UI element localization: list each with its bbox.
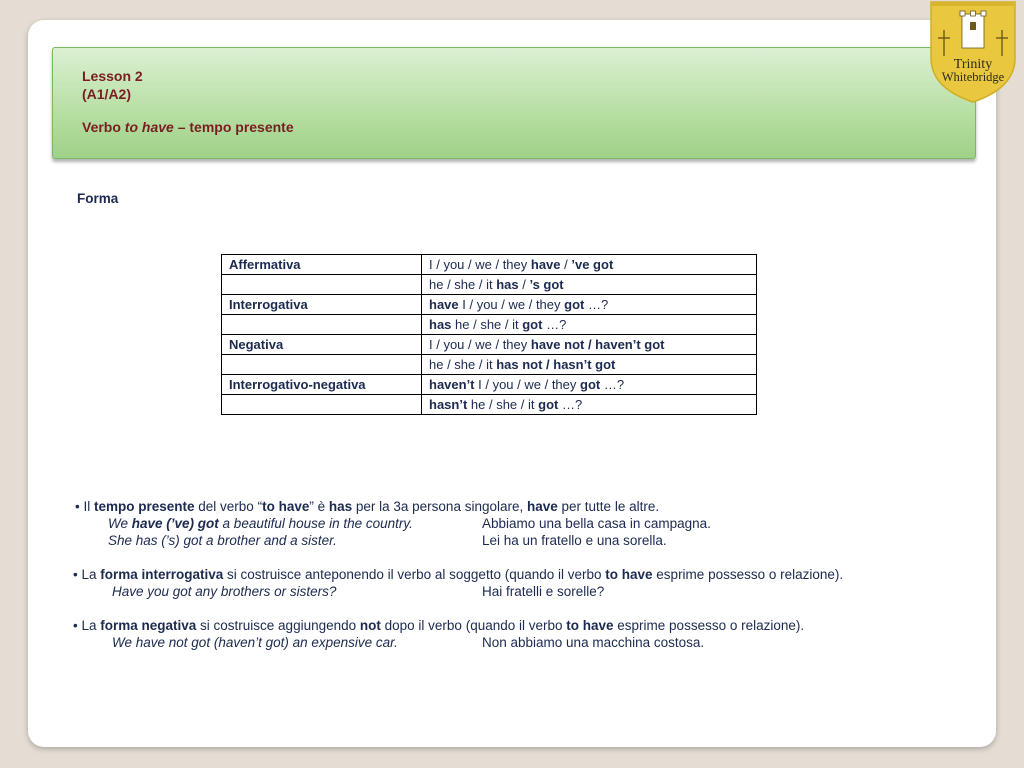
form-label-cell: Interrogativo-negativa: [222, 375, 422, 395]
bold-text: ’ve got: [571, 257, 614, 272]
bold-text: has: [429, 317, 452, 332]
text: a beautiful house in the country.: [218, 516, 413, 531]
text: • La: [73, 567, 101, 582]
verb-forms-table: [221, 254, 757, 415]
text: del verbo “: [194, 499, 263, 514]
text: …?: [542, 317, 567, 332]
text: …?: [584, 297, 609, 312]
bold-text: have: [527, 499, 558, 514]
text: per la 3a persona singolare,: [352, 499, 527, 514]
form-value-cell: [422, 375, 757, 395]
lesson-level: (A1/A2): [82, 86, 132, 102]
form-value-cell: [422, 395, 757, 415]
bold-text: ’s got: [529, 277, 564, 292]
text: I / you / we / they: [458, 297, 565, 312]
lesson-title: [82, 119, 294, 135]
bold-text: forma negativa: [100, 618, 197, 633]
table-row: [222, 275, 757, 295]
example-3: Have you got any brothers or sisters?: [112, 584, 337, 599]
trinity-whitebridge-crest-logo: [928, 0, 1018, 104]
translation-1: Abbiamo una bella casa in campagna.: [482, 516, 711, 531]
bold-text: have (’ve) got: [131, 516, 219, 531]
bold-text: got: [522, 317, 543, 332]
form-label-cell: Interrogativa: [222, 295, 422, 315]
note-presente-text: [83, 499, 659, 514]
title-part: Verbo: [82, 119, 125, 135]
text: esprime possesso o relazione).: [652, 567, 844, 582]
table-row: [222, 355, 757, 375]
form-label-cell: [222, 355, 422, 375]
bold-text: have not / haven’t got: [530, 337, 665, 352]
bold-text: got: [580, 377, 601, 392]
form-label-cell: Negativa: [222, 335, 422, 355]
form-label-cell: [222, 395, 422, 415]
text: I / you / we / they: [429, 337, 531, 352]
bold-text: forma interrogativa: [100, 567, 224, 582]
text: I / you / we / they: [429, 257, 531, 272]
table-row: [222, 335, 757, 355]
note-negativa: [73, 617, 804, 634]
text: /: [518, 277, 530, 292]
text: he / she / it: [429, 277, 497, 292]
form-value-cell: [422, 315, 757, 335]
text: per tutte le altre.: [557, 499, 660, 514]
bold-text: have: [429, 297, 459, 312]
form-value-cell: [422, 295, 757, 315]
text: We: [108, 516, 132, 531]
text: Il: [83, 499, 94, 514]
translation-2: Lei ha un fratello e una sorella.: [482, 533, 667, 548]
bold-text: haven’t: [429, 377, 475, 392]
crest-text-1: Trinity: [953, 57, 993, 72]
bold-text: has: [328, 499, 353, 514]
crest-text-2: Whitebridge: [941, 70, 1005, 84]
text: esprime possesso o relazione).: [613, 618, 805, 633]
title-verb: to have: [124, 119, 174, 135]
text: • La: [73, 618, 101, 633]
text: …?: [558, 397, 583, 412]
form-value-cell: [422, 255, 757, 275]
text: si costruisce aggiungendo: [196, 618, 360, 633]
table-row: [222, 395, 757, 415]
title-part: – tempo presente: [173, 119, 294, 135]
text: …?: [600, 377, 625, 392]
bold-text: not: [359, 618, 381, 633]
text: I / you / we / they: [474, 377, 581, 392]
note-interrogativa: [73, 566, 843, 583]
lesson-header: [52, 47, 976, 159]
text: he / she / it: [451, 317, 523, 332]
table-row: [222, 315, 757, 335]
note-presente: [75, 498, 659, 515]
text: si costruisce anteponendo il verbo al soggetto (quando il verbo: [223, 567, 606, 582]
table-row: [222, 375, 757, 395]
form-value-cell: [422, 275, 757, 295]
bold-text: got: [538, 397, 559, 412]
text: /: [560, 257, 572, 272]
bold-text: have: [530, 257, 561, 272]
example-2: She has (’s) got a brother and a sister.: [108, 533, 337, 548]
translation-4: Non abbiamo una macchina costosa.: [482, 635, 705, 650]
bold-text: hasn’t: [429, 397, 468, 412]
form-label-cell: [222, 315, 422, 335]
table-row: [222, 255, 757, 275]
form-label-cell: [222, 275, 422, 295]
table-row: [222, 295, 757, 315]
text: dopo il verbo (quando il verbo: [380, 618, 567, 633]
text: he / she / it: [467, 397, 539, 412]
example-4: We have not got (haven’t got) an expensive car.: [112, 635, 398, 650]
bold-text: got: [564, 297, 585, 312]
bold-text: to have: [605, 567, 653, 582]
form-value-cell: [422, 355, 757, 375]
form-value-cell: [422, 335, 757, 355]
text: ” è: [309, 499, 329, 514]
section-heading-forma: Forma: [77, 191, 119, 206]
lesson-number: Lesson 2: [82, 68, 143, 84]
bullet: •: [75, 499, 84, 514]
bold-text: has not / hasn’t got: [496, 357, 616, 372]
bold-text: has: [496, 277, 519, 292]
form-label-cell: Affermativa: [222, 255, 422, 275]
bold-text: tempo presente: [94, 499, 195, 514]
example-1: [108, 515, 413, 532]
bold-text: to have: [262, 499, 310, 514]
translation-3: Hai fratelli e sorelle?: [482, 584, 605, 599]
bold-text: to have: [566, 618, 614, 633]
text: he / she / it: [429, 357, 497, 372]
